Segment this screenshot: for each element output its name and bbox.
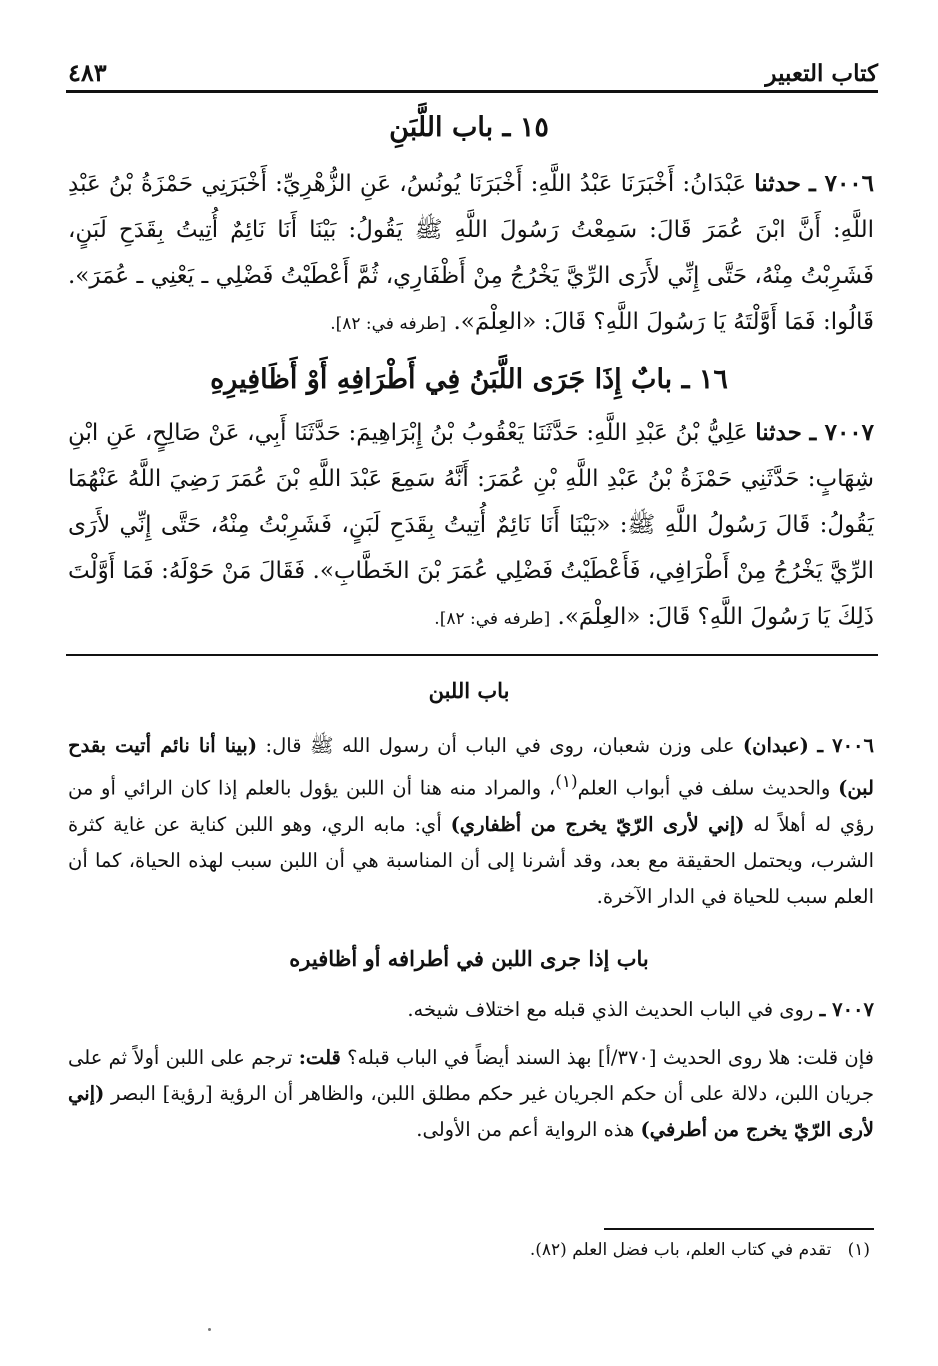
footnote-marker: (١) [847, 1240, 870, 1260]
hadith-number: ٧٠٠٦ ـ [809, 170, 875, 197]
book-title: كتاب التعبير [765, 60, 878, 87]
commentary-text: والحديث سلف في أبواب العلم [577, 776, 839, 800]
footnote-text: تقدم في كتاب العلم، باب فضل العلم (٨٢). [529, 1240, 832, 1260]
hadith-7007 [68, 410, 874, 642]
chapter-title-15: ١٥ ـ باب اللَّبَنِ [389, 112, 549, 143]
commentary-text: على وزن شعبان، روى في الباب أن رسول الله ﷺ قال: [257, 734, 743, 757]
footnote-reference: (١) [555, 772, 578, 792]
hadith-reference: [طرفه في: ٨٢]. [434, 609, 551, 629]
scan-speck [208, 1328, 211, 1331]
commentary-quote: (عبدان) [742, 734, 809, 757]
hadith-opening: حدثنا [755, 419, 802, 446]
header-rule [66, 90, 878, 93]
commentary-text: فإن قلت: هلا روى الحديث [٣٧٠/أ] بهذ السند أيضاً في الباب قبله؟ [340, 1046, 874, 1069]
commentary-text: هذه الرواية أعم من الأولى. [416, 1118, 641, 1141]
commentary-quote: (إني لأرى الرّيّ يخرج من أظفاري) [450, 812, 745, 836]
hadith-7006 [68, 161, 874, 347]
chapter-title-16: ١٦ ـ بابٌ إِذَا جَرَى اللَّبَنُ فِي أَطْرَافِهِ أَوْ أَظَافِيرِهِ [210, 364, 728, 395]
commentary-title-1: باب اللبن [428, 678, 510, 703]
page-header [68, 52, 878, 92]
commentary-quote: (إني لأرى الرّيّ يخرج من أطرفي) [68, 1082, 874, 1141]
commentary-number: ٧٠٠٧ ـ [819, 998, 874, 1021]
hadith-text: عَبْدَانُ: أَخْبَرَنَا عَبْدُ اللَّهِ: أَخْبَرَنَا يُونُسُ، عَنِ الزُّهْرِيِّ: أَخْبَرَنِي حَمْزَةُ بْنُ عَبْدِ اللَّهِ: أَنَّ ابْنَ عُمَرَ قَالَ: سَمِعْتُ رَسُولَ اللَّهِ ﷺ يَقُولُ: بَيْنَا أَنَا نَائِمٌ أُتِيتُ بِقَدَحِ لَبَنٍ، فَشَرِبْتُ مِنْهُ، حَتَّى إِنِّي لأَرَى الرِّيَّ يَخْرُجُ مِنْ أَظْفَارِي، ثُمَّ أَعْطَيْتُ فَضْلِي ـ يَعْنِي ـ عُمَرَ». قَالُوا: فَمَا أَوَّلْتَهُ يَا رَسُولَ اللَّهِ؟ قَالَ: «العِلْمَ». [68, 171, 874, 335]
commentary-7007 [68, 992, 874, 1028]
hadith-opening: حدثنا [754, 170, 801, 197]
page-number: ٤٨٣ [68, 58, 107, 87]
footnote-rule [604, 1228, 874, 1230]
footnote [68, 1240, 870, 1260]
hadith-number: ٧٠٠٧ ـ [809, 419, 875, 446]
commentary-text: ، والمراد منه هنا أن اللبن يؤول بالعلم إذا كان الرائي أو من رؤي له أهلاً له [68, 776, 874, 836]
commentary-title-2: باب إذا جرى اللبن في أطرافه أو أظافيره [289, 946, 649, 971]
commentary-answer-label: قلت: [298, 1046, 341, 1069]
commentary-text: روى في الباب الحديث الذي قبله مع اختلاف شيخه. [407, 998, 814, 1021]
commentary-text: ترجم على اللبن أولاً ثم على جريان اللبن، دلالة على أن حكم الجريان غير حكم مطلق اللبن، والظاهر أن الرؤية [رؤية] البصر [68, 1046, 874, 1105]
commentary-quote: (بينا أنا نائم أتيت بقدح لبن) [68, 734, 874, 800]
hadith-reference: [طرفه في: ٨٢]. [330, 314, 447, 334]
commentary-question [68, 1040, 874, 1148]
commentary-text: أي: مابه الري، وهو اللبن كناية عن غاية كثرة الشرب، ويحتمل الحقيقة مع بعد، وقد أشرنا إلى أن المناسبة هي أن اللبن سبب لهذه الحياة، كما أن العلم سبب للحياة في الدار الآخرة. [68, 812, 875, 908]
commentary-7006 [68, 728, 874, 915]
commentary-divider [66, 654, 878, 656]
hadith-text: عَلِيُّ بْنُ عَبْدِ اللَّهِ: حَدَّثَنَا يَعْقُوبُ بْنُ إِبْرَاهِيمَ: حَدَّثَنَا أَبِي، عَنْ صَالِحٍ، عَنِ ابْنِ شِهَابٍ: حَدَّثَنِي حَمْزَةُ بْنُ عَبْدِ اللَّهِ بْنِ عُمَرَ: أَنَّهُ سَمِعَ عَبْدَ اللَّهِ بْنَ عُمَرَ رَضِيَ اللَّهُ عَنْهُمَا يَقُولُ: قَالَ رَسُولُ اللَّهِ ﷺ: «بَيْنَا أَنَا نَائِمٌ أُتِيتُ بِقَدَحِ لَبَنٍ، فَشَرِبْتُ مِنْهُ، حَتَّى إِنِّي لأَرَى الرِّيَّ يَخْرُجُ مِنْ أَطْرَافِي، فَأَعْطَيْتُ فَضْلِي عُمَرَ بْنَ الخَطَّابِ». فَقَالَ مَنْ حَوْلَهُ: فَمَا أَوَّلْتَ ذَلِكَ يَا رَسُولَ اللَّهِ؟ قَالَ: «العِلْمَ». [68, 420, 874, 630]
commentary-number: ٧٠٠٦ ـ [817, 734, 874, 757]
